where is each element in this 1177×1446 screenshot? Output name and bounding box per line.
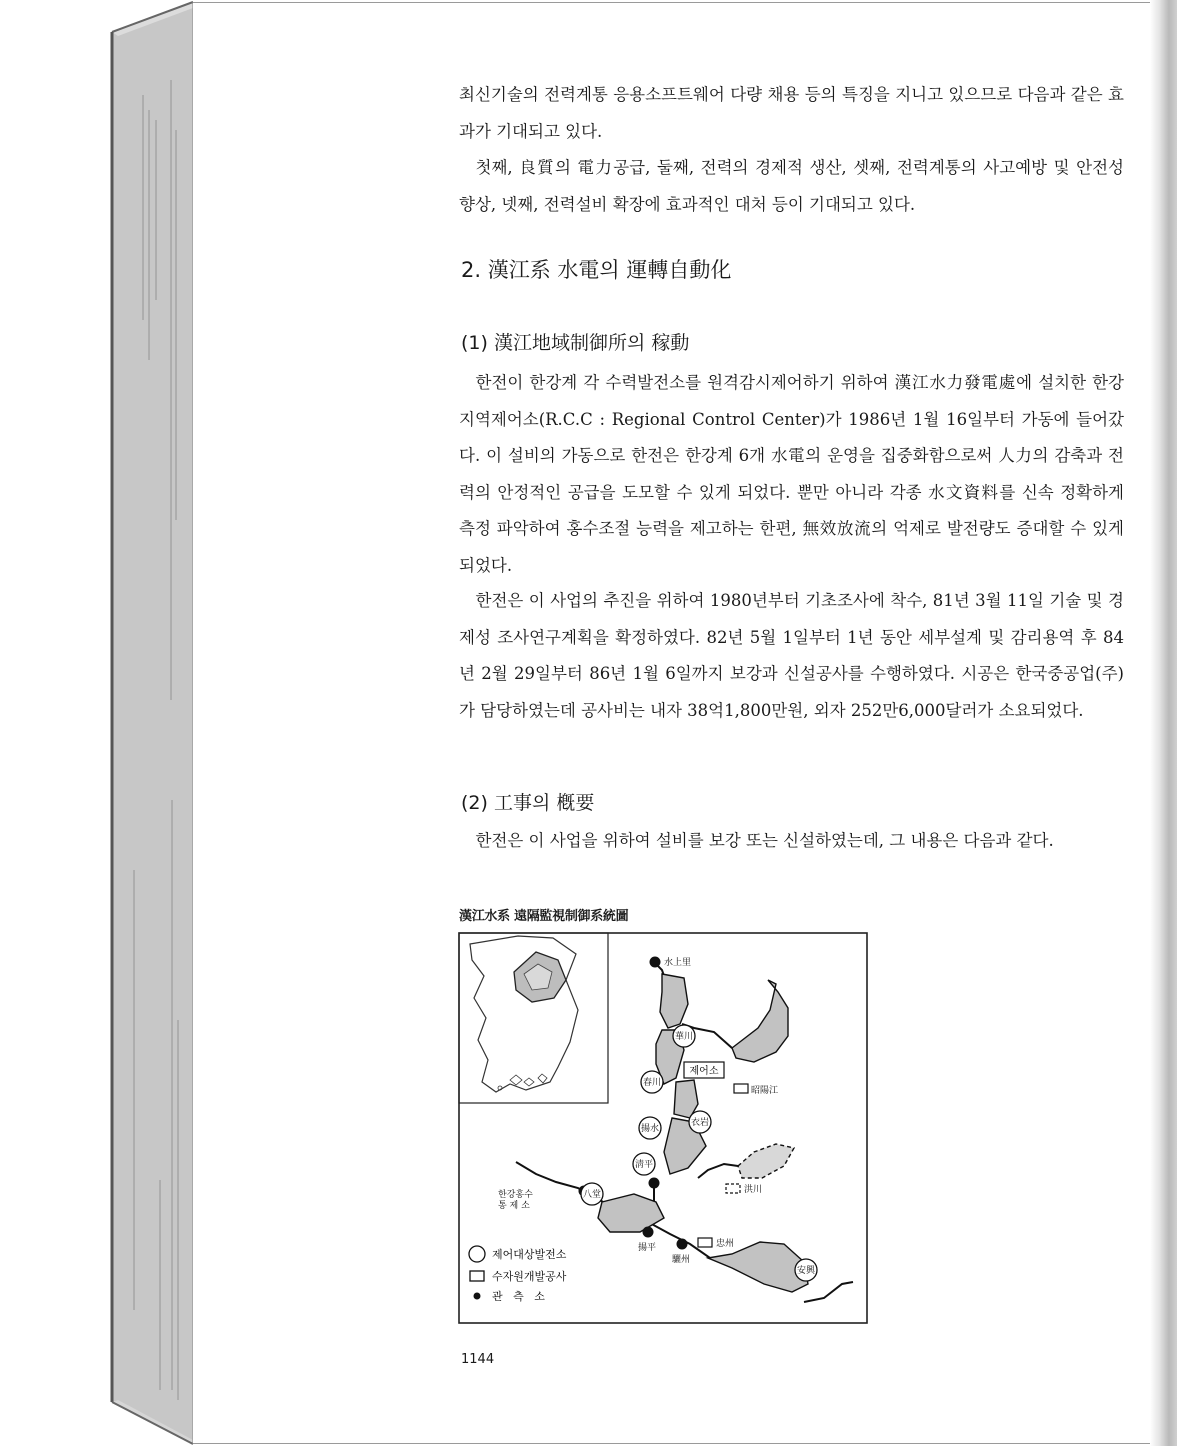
paragraph-project: 한전은 이 사업의 추진을 위하여 1980년부터 기초조사에 착수, 81년 3월 11일 기술 및 경제성 조사연구계획을 확정하였다. 82년 5월 1일부터 1년 동안 세부설계 및 감리용역 후 84년 2월 29일부터 86년 1월 6일까지 보강과 신설공사를 수행하였다. 시공은 한국중공업(주)가 담당하였는데 공사비는 내자 38억1,800만원, 외자 252만6,000달러가 소요되었다.	[459, 591, 1124, 720]
label-andong: 安興	[796, 1266, 816, 1276]
label-flood-control-office: 한강홍수 통 제 소	[498, 1190, 533, 1211]
han-river-control-map	[458, 932, 868, 1324]
subsection-heading-1: (1) 漢江地域制御所의 稼動	[461, 332, 690, 354]
label-yangpyeong: 揚平	[638, 1243, 657, 1253]
label-cheongpyeong: 淸平	[634, 1160, 654, 1170]
book-spine-edge	[0, 0, 200, 1446]
label-chuncheon: 春川	[642, 1078, 662, 1088]
section-heading: 2. 漢江系 水電의 運轉自動化	[461, 258, 732, 282]
label-hwacheon: 華川	[674, 1032, 694, 1042]
label-soyang: 昭陽江	[751, 1086, 779, 1096]
label-yeoju: 驪州	[672, 1255, 691, 1265]
page-curl-shadow	[1150, 0, 1177, 1446]
label-control-room: 제어소	[689, 1066, 719, 1077]
legend-circle-label: 제어대상발전소	[492, 1248, 567, 1261]
label-yangsu: 揚水	[640, 1124, 660, 1134]
paragraph-works: 한전은 이 사업을 위하여 설비를 보강 또는 신설하였는데, 그 내용은 다음과 같다.	[475, 831, 1054, 850]
label-paldang: 八堂	[582, 1190, 602, 1200]
paragraph-rcc: 한전이 한강계 각 수력발전소를 원격감시제어하기 위하여 漢江水力發電處에 설치한 한강지역제어소(R.C.C : Regional Control Center)가 1986년 1월 16일부터 가동에 들어갔다. 이 설비의 가동으로 한전은 한강계 6개 水電의 운영을 집중화함으로써 人力의 감축과 전력의 안정적인 공급을 도모할 수 있게 되었다. 뿐만 아니라 각종 水文資料를 신속 정확하게 측정 파악하여 홍수조절 능력을 제고하는 한편, 無效放流의 억제로 발전량도 증대할 수 있게 되었다.	[459, 373, 1124, 575]
legend-square-label: 수자원개발공사	[492, 1270, 567, 1283]
legend-dot-label: 관 측 소	[492, 1290, 545, 1303]
figure-caption: 漢江水系 遠隔監視制御系統圖	[459, 909, 629, 924]
label-suipri: 水上里	[664, 958, 692, 968]
paragraph-effects: 첫째, 良質의 電力공급, 둘째, 전력의 경제적 생산, 셋째, 전력계통의 사고예방 및 안전성 향상, 넷째, 전력설비 확장에 효과적인 대처 등이 기대되고 있다.	[459, 158, 1124, 214]
label-uiam: 衣岩	[690, 1118, 710, 1128]
subsection-heading-2: (2) 工事의 槪要	[461, 792, 595, 814]
page-number: 1144	[461, 1352, 495, 1367]
label-chungju: 忠州	[716, 1239, 735, 1249]
label-hongcheon: 洪川	[744, 1185, 763, 1195]
paragraph-intro: 최신기술의 전력계통 응용소프트웨어 다량 채용 등의 특징을 지니고 있으므로 다음과 같은 효과가 기대되고 있다.	[459, 85, 1124, 141]
